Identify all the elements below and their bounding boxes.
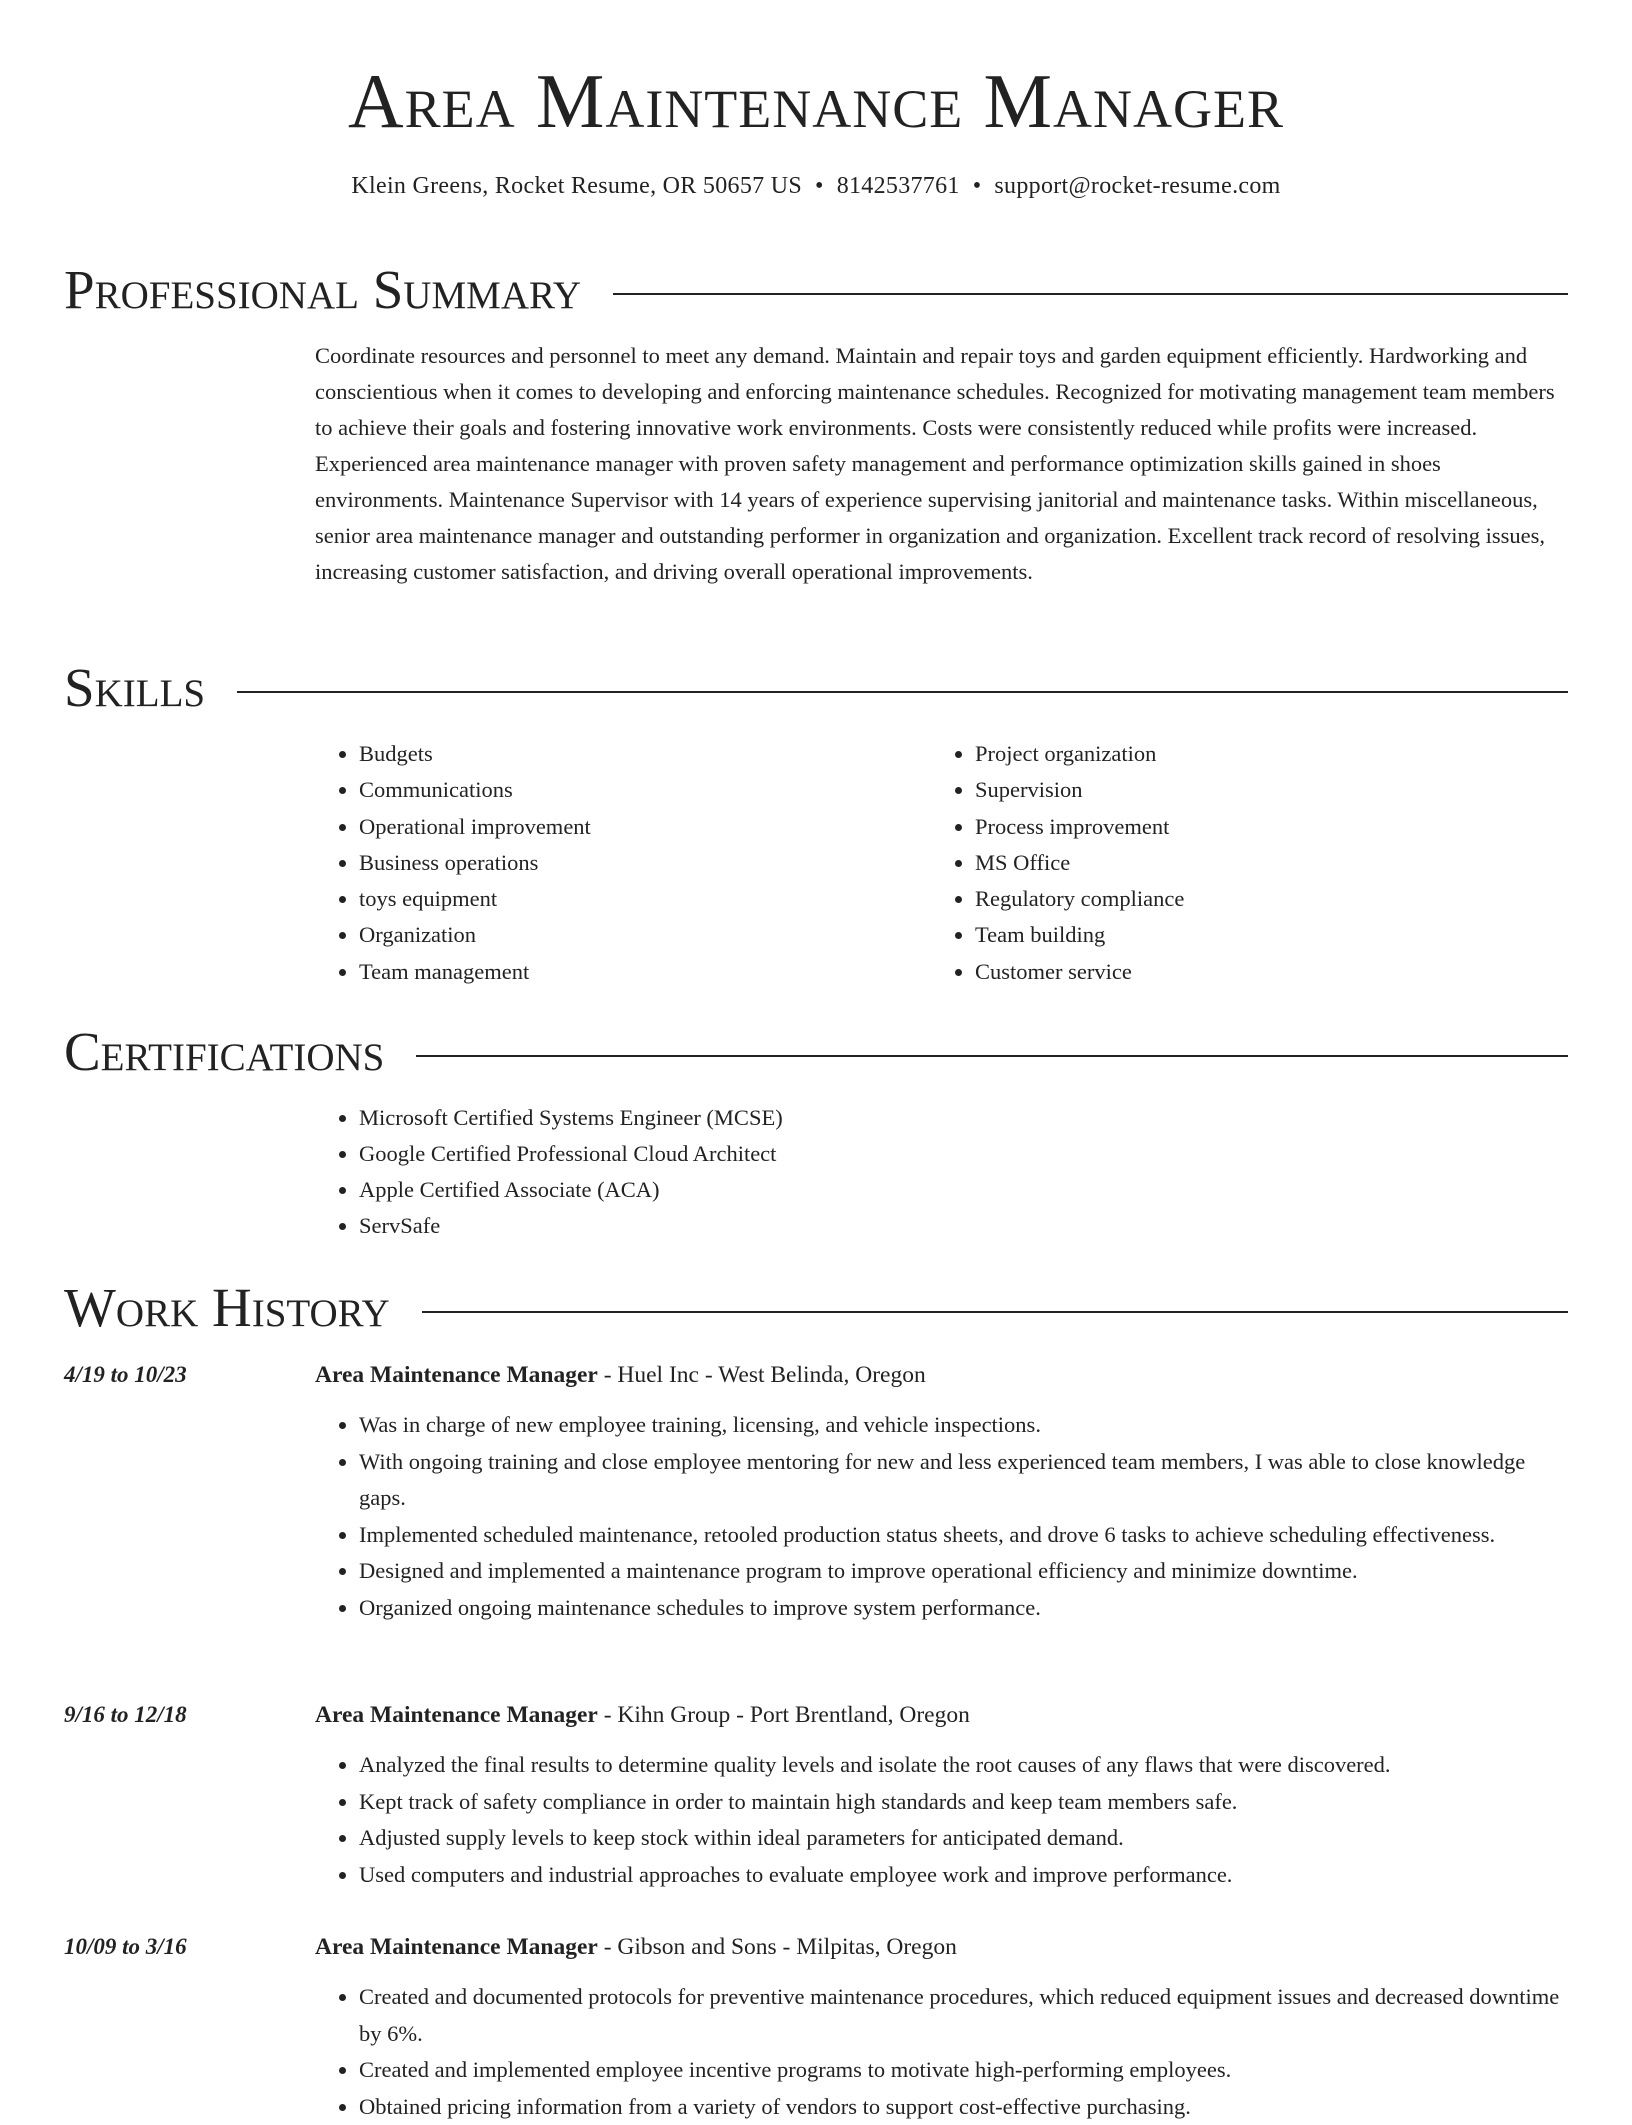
job-entry <box>64 1357 1568 1626</box>
skill-item: • Project organization <box>975 736 1547 772</box>
skills-column-right <box>931 736 1547 990</box>
summary-text: Coordinate resources and personnel to meet any demand. Maintain and repair toys and garden equipment efficiently. Hardworking and conscientious when it comes to developing and enforcing maintenance schedules. Recognized for motivating management team members to achieve their goals and fostering innovative work environments. Costs were consistently reduced while profits were increased. Experienced area maintenance manager with proven safety management and performance optimization skills gained in shoes environments. Maintenance Supervisor with 14 years of experience supervising janitorial and maintenance tasks. Within miscellaneous, senior area maintenance manager and outstanding performer in organization and organization. Excellent track record of resolving issues, increasing customer satisfaction, and driving overall operational improvements. <box>315 338 1568 590</box>
section-rule <box>237 691 1568 693</box>
candidate-name: Area Maintenance Manager <box>0 0 1632 140</box>
section-heading: Certifications <box>64 1024 384 1079</box>
section-heading: Skills <box>64 660 205 715</box>
job-company-location: - Kihn Group - Port Brentland, Oregon <box>598 1702 970 1728</box>
job-company-location: - Gibson and Sons - Milpitas, Oregon <box>598 1934 957 1960</box>
job-dates: 4/19 to 10/23 <box>64 1357 187 1393</box>
skill-item: • Team management <box>359 954 931 990</box>
certification-item: • Apple Certified Associate (ACA) <box>359 1172 1568 1208</box>
skills-list <box>315 736 1568 990</box>
email: support@rocket-resume.com <box>994 173 1280 199</box>
duty-item: • With ongoing training and close employee mentoring for new and less experienced team members, I was able to close knowledge gaps. <box>359 1444 1568 1517</box>
section-rule <box>416 1055 1568 1057</box>
skill-item: • Communications <box>359 772 931 808</box>
summary-section-header <box>64 262 1568 317</box>
skill-item: • Team building <box>975 917 1547 953</box>
duty-item: • Kept track of safety compliance in order to maintain high standards and keep team members safe. <box>359 1784 1568 1821</box>
phone: 8142537761 <box>837 173 960 199</box>
job-entry <box>64 1929 1568 2125</box>
skill-item: • Supervision <box>975 772 1547 808</box>
certification-item: • ServSafe <box>359 1208 1568 1244</box>
certification-item: • Google Certified Professional Cloud Architect <box>359 1136 1568 1172</box>
section-rule <box>422 1311 1568 1313</box>
job-title-line <box>315 1929 1568 1965</box>
skill-item: • MS Office <box>975 845 1547 881</box>
skill-item: • Process improvement <box>975 809 1547 845</box>
job-title: Area Maintenance Manager <box>315 1934 598 1960</box>
certifications-section-header <box>64 1024 1568 1079</box>
contact-line <box>0 173 1632 200</box>
skill-item: • Customer service <box>975 954 1547 990</box>
certifications-body <box>315 1100 1568 1244</box>
job-title: Area Maintenance Manager <box>315 1702 598 1728</box>
skills-column-left <box>315 736 931 990</box>
duty-item: • Organized ongoing maintenance schedules to improve system performance. <box>359 1590 1568 1627</box>
skill-item: • Business operations <box>359 845 931 881</box>
job-duties <box>315 1979 1568 2125</box>
duty-item: • Analyzed the final results to determine quality levels and isolate the root causes of any flaws that were discovered. <box>359 1747 1568 1784</box>
duty-item: • Was in charge of new employee training, licensing, and vehicle inspections. <box>359 1407 1568 1444</box>
duty-item: • Created and documented protocols for preventive maintenance procedures, which reduced equipment issues and decreased downtime by 6%. <box>359 1979 1568 2052</box>
skills-section-header <box>64 660 1568 715</box>
job-title-line <box>315 1357 1568 1393</box>
job-title: Area Maintenance Manager <box>315 1362 598 1388</box>
job-duties <box>315 1747 1568 1893</box>
job-title-line <box>315 1697 1568 1733</box>
skill-item: • Operational improvement <box>359 809 931 845</box>
work-history-section-header <box>64 1280 1568 1335</box>
section-rule <box>613 293 1568 295</box>
job-duties <box>315 1407 1568 1626</box>
address: Klein Greens, Rocket Resume, OR 50657 US <box>351 173 802 199</box>
summary-body <box>315 338 1568 590</box>
job-company-location: - Huel Inc - West Belinda, Oregon <box>598 1362 926 1388</box>
separator: • <box>815 173 824 199</box>
section-heading: Professional Summary <box>64 262 581 317</box>
duty-item: • Created and implemented employee incentive programs to motivate high-performing employees. <box>359 2052 1568 2089</box>
duty-item: • Designed and implemented a maintenance program to improve operational efficiency and minimize downtime. <box>359 1553 1568 1590</box>
skill-item: • Organization <box>359 917 931 953</box>
skill-item: • Budgets <box>359 736 931 772</box>
certification-item: • Microsoft Certified Systems Engineer (MCSE) <box>359 1100 1568 1136</box>
job-dates: 9/16 to 12/18 <box>64 1697 187 1733</box>
duty-item: • Obtained pricing information from a variety of vendors to support cost-effective purchasing. <box>359 2089 1568 2125</box>
skill-item: • Regulatory compliance <box>975 881 1547 917</box>
duty-item: • Adjusted supply levels to keep stock within ideal parameters for anticipated demand. <box>359 1820 1568 1857</box>
job-entry <box>64 1697 1568 1893</box>
duty-item: • Used computers and industrial approaches to evaluate employee work and improve performance. <box>359 1857 1568 1894</box>
job-dates: 10/09 to 3/16 <box>64 1929 187 1965</box>
separator: • <box>973 173 982 199</box>
duty-item: • Implemented scheduled maintenance, retooled production status sheets, and drove 6 tasks to achieve scheduling effectiveness. <box>359 1517 1568 1554</box>
skill-item: • toys equipment <box>359 881 931 917</box>
section-heading: Work History <box>64 1280 390 1335</box>
